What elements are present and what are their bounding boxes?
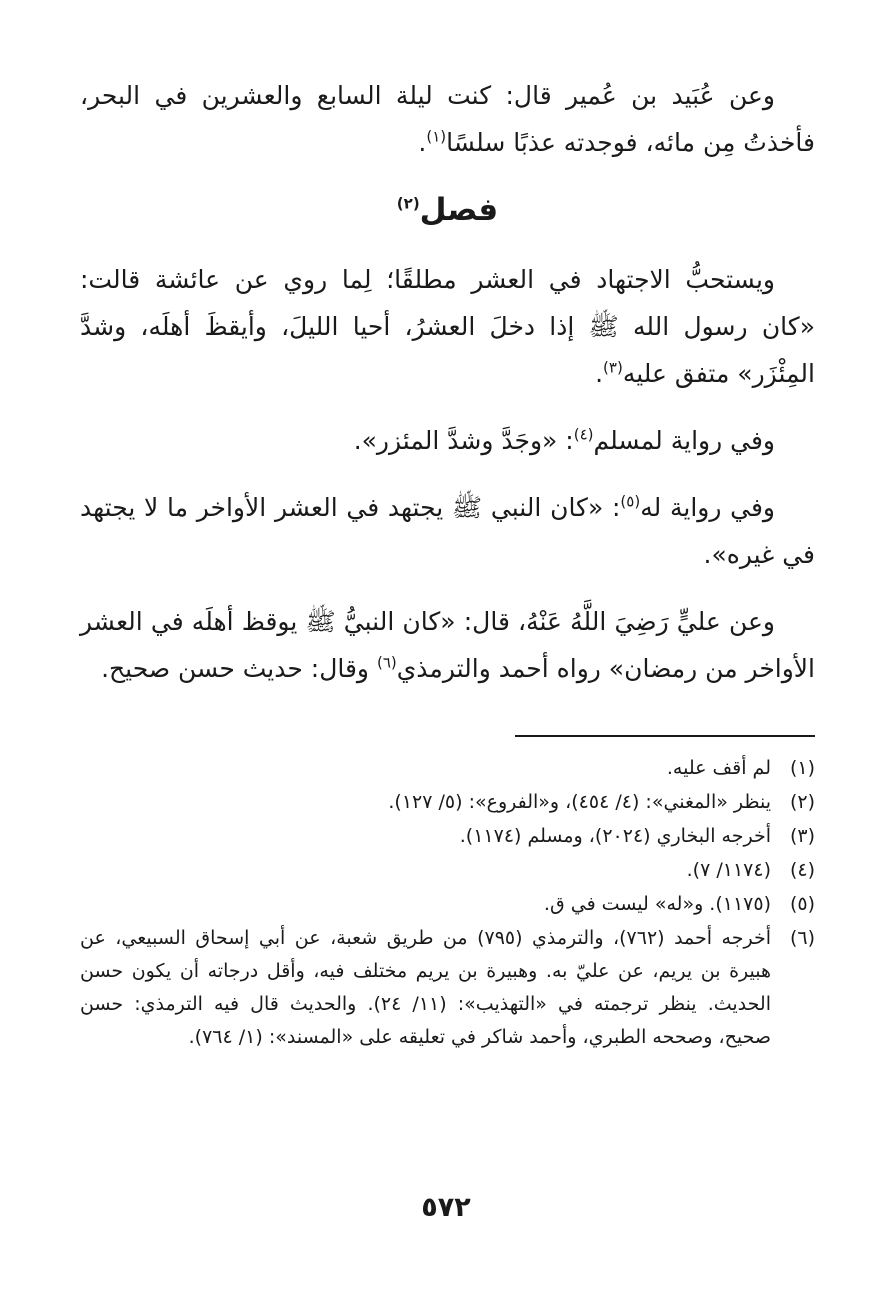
footnote-ref-3: (٣) — [603, 358, 623, 377]
footnote-number: (٦) — [789, 927, 815, 949]
paragraph-ali — [80, 598, 815, 692]
paragraph-text: وفي رواية له — [640, 493, 775, 522]
paragraph-end: . — [418, 128, 427, 157]
footnote-text: أخرجه أحمد (٧٦٢)، والترمذي (٧٩٥) من طريق شعبة، عن أبي إسحاق السبيعي، عن هبيرة بن يريم، عن عليّ به. وهبيرة بن يريم مختلف فيه، وأقل درجاته أن يكون حسن الحديث. ينظر ترجمته في «التهذيب»: (١١/ ٢٤). والحديث قال فيه الترمذي: حسن صحيح، وصححه الطبري، وأحمد شاكر في تعليقه على «المسند»: (١/ ٧٦٤). — [80, 927, 771, 1048]
main-text — [80, 72, 815, 712]
footnote-text: ينظر «المغني»: (٤/ ٤٥٤)، و«الفروع»: (٥/ ١٢٧). — [388, 791, 771, 813]
footnote-number: (٢) — [789, 791, 815, 813]
section-title — [80, 188, 815, 232]
footnote-separator — [515, 735, 815, 737]
footnote-ref-6: (٦) — [376, 653, 397, 672]
paragraph-text: وعن عُبَيد بن عُمير قال: كنت ليلة السابع والعشرين في البحر، فأخذتُ مِن مائه، فوجدته عذبًا سلسًا — [80, 81, 815, 157]
footnote-text: أخرجه البخاري (٢٠٢٤)، ومسلم (١١٧٤). — [459, 825, 771, 847]
paragraph-ubaid — [80, 72, 815, 166]
paragraph-second-narration — [80, 484, 815, 578]
footnote-text: (١١٧٥). و«له» ليست في ق. — [543, 893, 771, 915]
paragraph-end: : «وجَدَّ وشدَّ المئزر». — [353, 426, 574, 455]
paragraph-text: وعن عليٍّ رَضِيَ اللَّهُ عَنْهُ، قال: «كان النبيُّ ﷺ يوقظ أهلَه في العشر الأواخر من رمضان» رواه أحمد والترمذي — [80, 607, 815, 683]
footnote-item — [80, 922, 815, 1054]
footnote-number: (٤) — [789, 859, 815, 881]
paragraph-text: ويستحبُّ الاجتهاد في العشر مطلقًا؛ لِما روي عن عائشة قالت: «كان رسول الله ﷺ إذا دخلَ العشرُ، أحيا الليلَ، وأيقظَ أهلَه، وشدَّ المِئْزَر» متفق عليه — [80, 265, 815, 388]
paragraph-end: . — [595, 359, 604, 388]
section-title-text: فصل — [419, 192, 499, 228]
footnote-ref-5: (٥) — [620, 492, 641, 511]
footnote-item — [80, 820, 815, 853]
footnote-ref-4: (٤) — [573, 425, 594, 444]
paragraph-end: : «كان النبي ﷺ يجتهد في العشر الأواخر ما لا يجتهد في غيره». — [80, 493, 815, 569]
footnote-item — [80, 786, 815, 819]
footnote-ref-1: (١) — [426, 127, 447, 146]
footnote-number: (٥) — [789, 893, 815, 915]
footnote-text: لم أقف عليه. — [666, 757, 771, 779]
footnote-item — [80, 854, 815, 887]
footnote-item — [80, 888, 815, 921]
paragraph-text: وفي رواية لمسلم — [593, 426, 775, 455]
footnote-item — [80, 752, 815, 785]
footnote-text: (١١٧٤/ ٧). — [686, 859, 771, 881]
paragraph-end: وقال: حديث حسن صحيح. — [101, 654, 377, 683]
footnote-number: (١) — [789, 757, 815, 779]
paragraph-aisha — [80, 256, 815, 397]
page-number: ٥٧٢ — [421, 1192, 471, 1223]
footnotes — [80, 752, 815, 1055]
paragraph-muslim-narration — [80, 417, 815, 464]
footnote-ref-2: (٢) — [396, 194, 420, 213]
footnote-number: (٣) — [789, 825, 815, 847]
